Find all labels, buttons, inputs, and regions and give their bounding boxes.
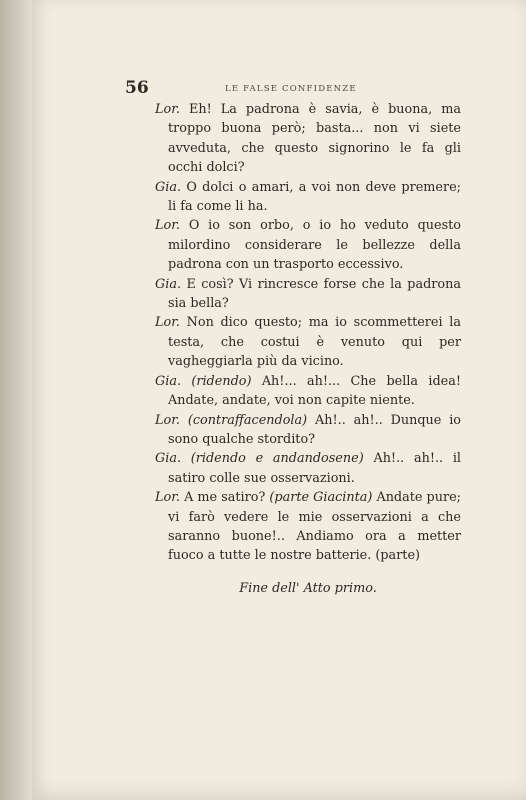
- end-of-act: Fine dell' Atto primo.: [239, 580, 377, 596]
- speech-text: E così? Vi rincresce forse che la padrona sia bella?: [168, 276, 461, 312]
- speech-line: [155, 488, 461, 566]
- stage-direction: (ridendo e andandosene): [190, 451, 364, 467]
- speaker-name: Lor.: [155, 315, 180, 331]
- speech-line: [155, 449, 461, 488]
- speech-line: [155, 216, 461, 274]
- speaker-name: Gia.: [155, 373, 182, 389]
- speech-line: [155, 100, 461, 178]
- running-title: LE FALSE CONFIDENZE: [225, 84, 357, 94]
- speech-text: Andate pure; vi farò vedere le mie osservazioni a che saranno buone!.. Andiamo ora a metter fuoco a tutte le nostre batterie. (parte): [168, 490, 461, 564]
- speech-text: Ah!.. ah!.. il satiro colle sue osservazioni.: [168, 451, 462, 486]
- speech-line: [155, 275, 461, 314]
- speaker-name: Gia.: [155, 451, 182, 467]
- stage-direction: (parte Giacinta): [269, 490, 373, 506]
- speech-line: [155, 372, 461, 411]
- speech-text: Ah!.. ah!.. Dunque io sono qualche stordito?: [168, 412, 461, 447]
- speech-line: [155, 411, 461, 450]
- speech-line: [155, 178, 461, 217]
- speech-text: O io son orbo, o io ho veduto questo milordino considerare le bellezze della padrona con un trasporto eccessivo.: [168, 218, 461, 273]
- speech-line: [155, 313, 461, 371]
- speaker-name: Lor.: [155, 490, 180, 506]
- stage-direction: (ridendo): [191, 373, 252, 389]
- speaker-name: Lor.: [155, 218, 180, 234]
- speech-text: Ah!... ah!... Che bella idea! Andate, andate, voi non capite niente.: [168, 373, 461, 409]
- speech-text: Eh! La padrona è savia, è buona, ma troppo buona però; basta... non vi siete avveduta, che questo signorino le fa gli occhi dolci?: [168, 102, 461, 176]
- page-number: 56: [125, 78, 149, 98]
- speaker-name: Gia.: [155, 179, 182, 195]
- book-spine-shadow: [0, 0, 32, 800]
- speech-text: O dolci o amari, a voi non deve premere; li fa come li ha.: [168, 179, 461, 215]
- speaker-name: Lor.: [155, 412, 180, 428]
- speech-text: Non dico questo; ma io scommetterei la testa, che costui è venuto qui per vagheggiarla più da vicino.: [168, 315, 461, 370]
- speaker-name: Lor.: [155, 102, 180, 117]
- speaker-name: Gia.: [155, 276, 182, 292]
- speech-text: A me satiro?: [184, 490, 266, 506]
- stage-direction: (contraffacendola): [187, 412, 308, 428]
- dialogue-text: [155, 100, 461, 611]
- page-header: [125, 78, 455, 100]
